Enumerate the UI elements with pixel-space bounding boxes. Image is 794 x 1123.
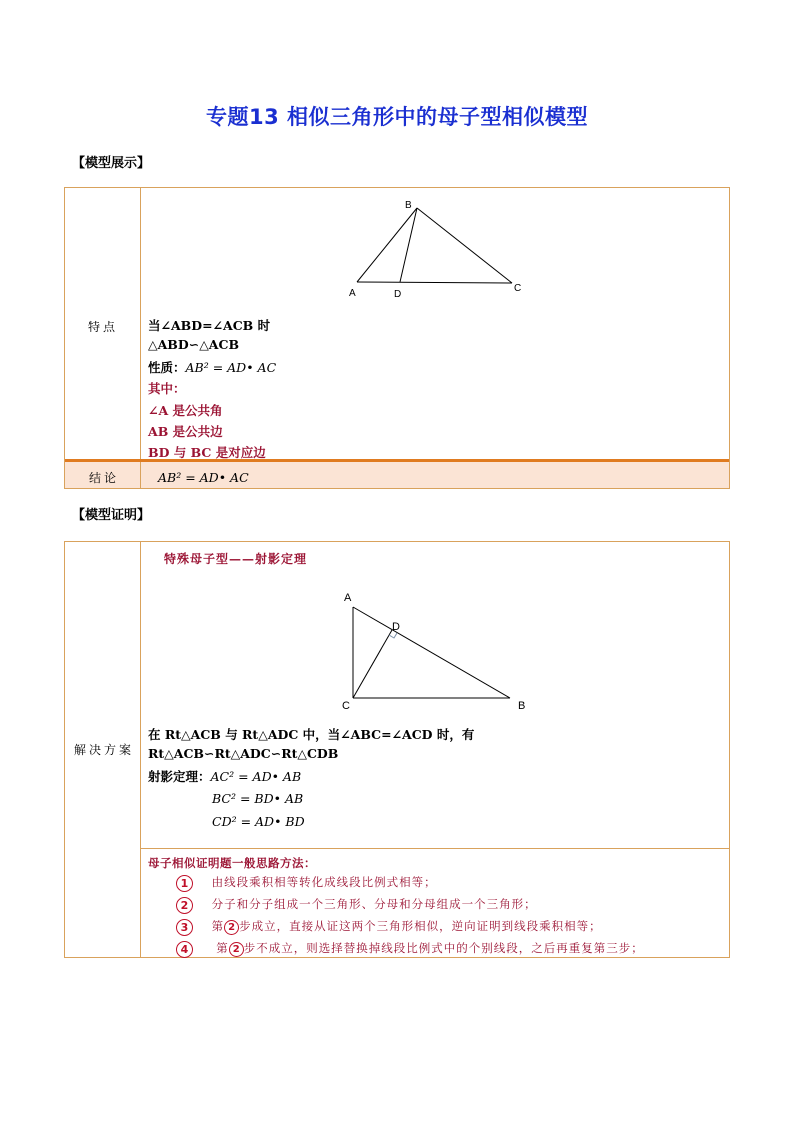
condition-text: 当∠ABD=∠ACB 时 [148, 318, 271, 333]
formula-ac: AC² = AD• AB [210, 769, 302, 784]
label-b: B [405, 200, 412, 211]
theorem-prefix: 射影定理： [148, 769, 211, 784]
page-title: 专题13 相似三角形中的母子型相似模型 [205, 105, 589, 129]
step-ref-4: 2 [229, 942, 244, 957]
label-d: D [394, 289, 402, 300]
step-number-4: 4 [176, 941, 193, 958]
similarity-text: △ABD∽△ACB [148, 337, 240, 352]
altitude-cd [353, 630, 392, 698]
conclusion-column-divider [140, 461, 141, 489]
triangle-abc-figure [340, 196, 540, 302]
section-label-proof: 【模型证明】 [72, 508, 151, 523]
method-title: 母子相似证明题一般思路方法： [148, 856, 316, 870]
projection-heading: 特殊母子型——射影定理 [164, 552, 308, 566]
rt-condition-text: 在 Rt△ACB 与 Rt△ADC 中，当∠ABC=∠ACD 时，有 [148, 727, 475, 742]
section-label-display: 【模型展示】 [72, 156, 151, 171]
formula-cd: CD² = AD• BD [212, 814, 305, 829]
property-line [148, 358, 276, 376]
conclusion-formula: AB² = AD• AC [158, 470, 249, 485]
method-step-4 [176, 940, 644, 958]
table1-column-divider [140, 187, 141, 489]
table2-row-divider [140, 848, 730, 849]
property-prefix: 性质： [148, 360, 186, 375]
side-bc [417, 208, 512, 283]
step-prefix-3: 第 [211, 919, 225, 933]
row-label-solution: 解决方案 [74, 743, 135, 757]
among-text: 其中： [148, 381, 186, 396]
row-label-feature: 特点 [88, 320, 119, 334]
projection-theorem-line [148, 767, 301, 785]
step-text-4: 步不成立，则选择替换掉线段比例式中的个别线段，之后再重复第三步； [243, 941, 644, 955]
label-c: C [342, 700, 350, 712]
label-a: A [344, 592, 352, 604]
label-a: A [349, 288, 356, 299]
common-angle-text: ∠A 是公共角 [148, 403, 223, 418]
corresponding-side-text: BD 与 BC 是对应边 [148, 445, 266, 460]
property-formula: AB² = AD• AC [185, 360, 277, 375]
method-step-3 [176, 918, 602, 936]
label-c: C [514, 283, 522, 294]
step-prefix-4: 第 [216, 941, 229, 955]
label-b: B [518, 700, 526, 712]
step-text-3: 步成立，直接从证这两个三角形相似，逆向证明到线段乘积相等； [239, 919, 602, 933]
row-label-conclusion: 结论 [89, 471, 120, 485]
label-d: D [392, 621, 400, 633]
side-ab [353, 607, 510, 698]
step-number-3: 3 [176, 919, 193, 936]
right-triangle-figure [330, 585, 540, 715]
rt-similar-text: Rt△ACB∽Rt△ADC∽Rt△CDB [148, 746, 339, 761]
method-step-1 [176, 874, 437, 892]
method-step-2 [176, 896, 537, 914]
step-number-1: 1 [176, 875, 193, 892]
formula-bc: BC² = BD• AB [212, 791, 304, 806]
step-text-2: 分子和分子组成一个三角形、分母和分母组成一个三角形； [211, 897, 537, 911]
step-text-1: 由线段乘积相等转化成线段比例式相等； [211, 875, 437, 889]
common-side-text: AB 是公共边 [148, 424, 223, 439]
side-ac [357, 282, 512, 283]
step-ref-3: 2 [224, 920, 239, 935]
table2-column-divider [140, 541, 141, 958]
step-number-2: 2 [176, 897, 193, 914]
